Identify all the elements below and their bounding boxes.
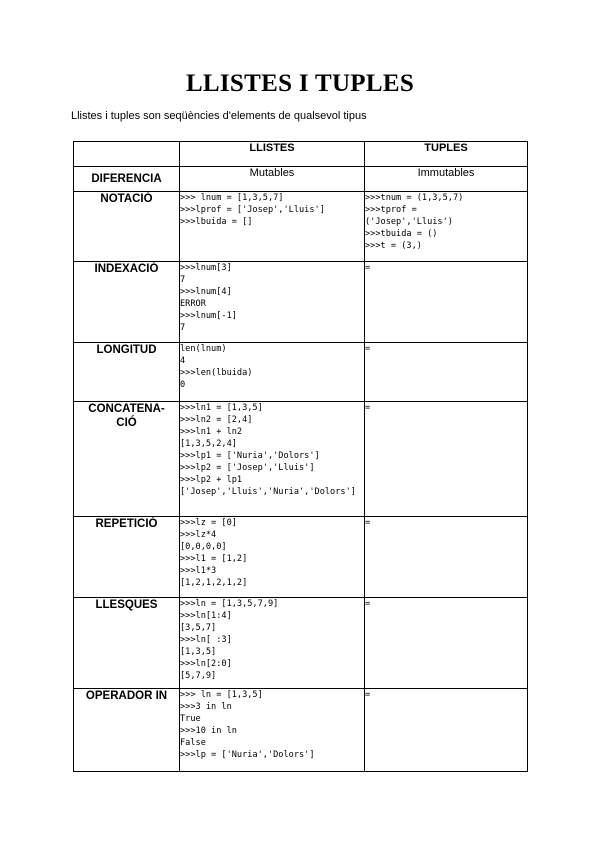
code-line: >>>lnum[3]	[180, 263, 232, 273]
code-line: 7	[180, 323, 186, 333]
code-line: len(lnum)	[180, 344, 227, 354]
header-cell-tuples: TUPLES	[365, 142, 528, 167]
comparison-table	[73, 141, 528, 772]
header-cell-llistes: LLISTES	[180, 142, 365, 167]
cell-llistes	[180, 343, 365, 402]
cell-llistes	[180, 402, 365, 517]
code-line: >>> ln = [1,3,5]	[180, 690, 263, 700]
row-label: OPERADOR IN	[74, 689, 180, 772]
code-line: >>>l1 = [1,2]	[180, 554, 248, 564]
code-line: >>>ln2 = [2,4]	[180, 415, 253, 425]
code-line: >>>lp = ['Nuria','Dolors']	[180, 750, 315, 760]
code-line: >>>3 in ln	[180, 702, 232, 712]
code-line: >>>ln = [1,3,5,7,9]	[180, 599, 279, 609]
code-line: 0	[180, 380, 186, 390]
table-row	[74, 598, 528, 689]
code-line: =	[365, 403, 371, 413]
cell-llistes	[180, 517, 365, 598]
cell-llistes	[180, 598, 365, 689]
code-line: >>>lbuida = []	[180, 217, 253, 227]
code-line: >>>ln[1:4]	[180, 611, 232, 621]
code-line: >>>lnum[4]	[180, 287, 232, 297]
header-cell-empty	[74, 142, 180, 167]
cell-tuples	[365, 689, 528, 772]
code-line: [3,5,7]	[180, 623, 217, 633]
cell-tuples	[365, 402, 528, 517]
code-line: >>>lz*4	[180, 530, 217, 540]
code-line: >>>ln[2:0]	[180, 659, 232, 669]
cell-tuples	[365, 192, 528, 262]
cell-llistes	[180, 689, 365, 772]
code-line: True	[180, 714, 201, 724]
code-line: >>>ln1 = [1,3,5]	[180, 403, 263, 413]
table-row-diferencia	[74, 167, 528, 192]
code-line: =	[365, 690, 371, 700]
table-row	[74, 517, 528, 598]
code-line: >>>tbuida = ()	[365, 229, 438, 239]
code-line: >>>lp2 = ['Josep','Lluis']	[180, 463, 315, 473]
code-line: >>>lz = [0]	[180, 518, 237, 528]
code-line: 7	[180, 275, 186, 285]
row-label: CONCATENA- CIÓ	[74, 402, 180, 517]
code-line: =	[365, 263, 371, 273]
cell-tuples	[365, 262, 528, 343]
page-title: LLISTES I TUPLES	[185, 70, 415, 97]
code-line: >>>tprof =	[365, 205, 417, 215]
row-label: REPETICIÓ	[74, 517, 180, 598]
cell-tuples	[365, 343, 528, 402]
code-line: >>> lnum = [1,3,5,7]	[180, 193, 284, 203]
code-line: [1,3,5]	[180, 647, 217, 657]
code-line: [1,3,5,2,4]	[180, 439, 237, 449]
code-line: [1,2,1,2,1,2]	[180, 578, 248, 588]
table-row	[74, 402, 528, 517]
code-line: >>>lp2 + lp1	[180, 475, 243, 485]
code-line: >>>lp1 = ['Nuria','Dolors']	[180, 451, 320, 461]
row-label: LONGITUD	[74, 343, 180, 402]
code-line: >>>tnum = (1,3,5,7)	[365, 193, 464, 203]
code-line: ERROR	[180, 299, 206, 309]
code-line: [5,7,9]	[180, 671, 217, 681]
code-line: False	[180, 738, 206, 748]
code-line: ('Josep','Lluis')	[365, 217, 453, 227]
code-line: >>>10 in ln	[180, 726, 237, 736]
header-row	[74, 142, 528, 167]
code-line: >>>lprof = ['Josep','Lluis']	[180, 205, 325, 215]
row-label: NOTACIÓ	[74, 192, 180, 262]
row-label: DIFERENCIA	[74, 167, 180, 192]
cell-llistes	[180, 192, 365, 262]
row-label: LLESQUES	[74, 598, 180, 689]
table-row	[74, 262, 528, 343]
row-label: INDEXACIÓ	[74, 262, 180, 343]
code-line: >>>ln1 + ln2	[180, 427, 243, 437]
table-row	[74, 343, 528, 402]
cell-tuples: Immutables	[365, 167, 528, 192]
code-line: >>>t = (3,)	[365, 241, 422, 251]
page-subtitle: Llistes i tuples son seqüències d'elements de qualsevol tipus	[71, 110, 367, 122]
table-row	[74, 689, 528, 772]
table-row	[74, 192, 528, 262]
code-line: >>>len(lbuida)	[180, 368, 253, 378]
code-line: 4	[180, 356, 186, 366]
code-line: =	[365, 518, 371, 528]
code-line: ['Josep','Lluis','Nuria','Dolors']	[180, 487, 356, 497]
code-line: [0,0,0,0]	[180, 542, 227, 552]
cell-llistes	[180, 262, 365, 343]
cell-tuples	[365, 517, 528, 598]
code-line: >>>ln[ :3]	[180, 635, 232, 645]
code-line: >>>l1*3	[180, 566, 217, 576]
cell-tuples	[365, 598, 528, 689]
code-line: =	[365, 599, 371, 609]
code-line: =	[365, 344, 371, 354]
cell-llistes: Mutables	[180, 167, 365, 192]
code-line: >>>lnum[-1]	[180, 311, 237, 321]
